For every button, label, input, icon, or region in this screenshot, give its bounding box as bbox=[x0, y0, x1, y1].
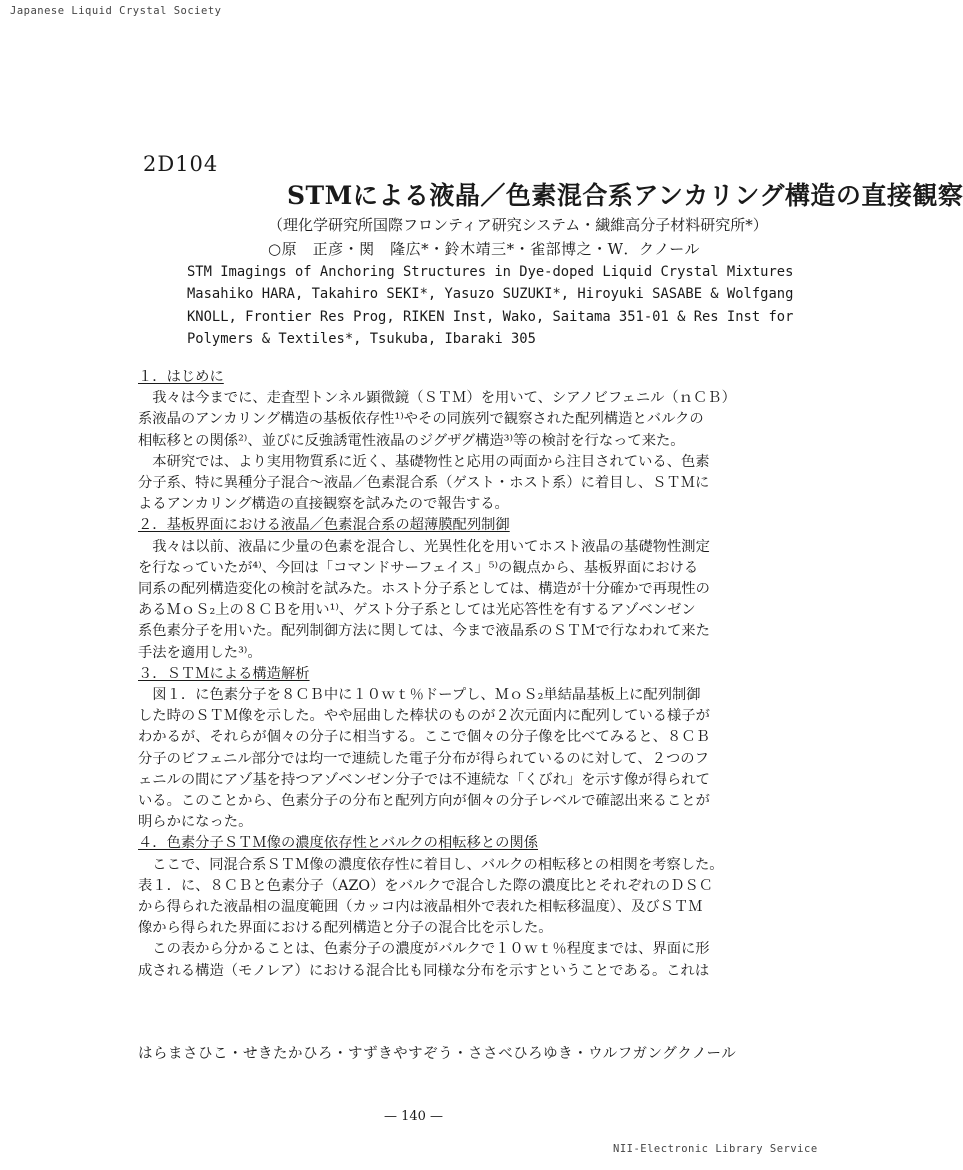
body-line: 系色素分子を用いた。配列制御方法に関しては、今まで液晶系のＳＴＭで行なわれて来た bbox=[138, 623, 710, 640]
body-line: あるＭｏＳ₂上の８ＣＢを用い¹⁾、ゲスト分子系としては光応答性を有するアゾベンゼン bbox=[138, 602, 696, 619]
author-kana-readings: はらまさひこ・せきたかひろ・すずきやすぞう・ささべひろゆき・ウルフガングクノール bbox=[138, 1046, 737, 1062]
paper-code: 2D104 bbox=[143, 152, 219, 176]
body-line: 分子系、特に異種分子混合～液晶／色素混合系（ゲスト・ホスト系）に着目し、ＳＴＭに bbox=[138, 475, 710, 492]
section-heading: ２．基板界面における液晶／色素混合系の超薄膜配列制御 bbox=[138, 517, 510, 534]
body-line: 手法を適用した³⁾。 bbox=[138, 644, 262, 661]
body-line: 我々は以前、液晶に少量の色素を混合し、光異性化を用いてホスト液晶の基礎物性測定 bbox=[138, 538, 710, 555]
body-line: ェニルの間にアゾ基を持つアゾベンゼン分子では不連続な「くびれ」を示す像が得られて bbox=[138, 771, 710, 788]
body-line: 明らかになった。 bbox=[138, 814, 253, 831]
section-heading: ３．ＳＴＭによる構造解析 bbox=[138, 665, 310, 682]
body-line: を行なっていたが⁴⁾、今回は「コマンドサーフェイス」⁵⁾の観点から、基板界面における bbox=[138, 559, 699, 576]
body-line: した時のＳＴＭ像を示した。やや屈曲した棒状のものが２次元面内に配列している様子が bbox=[138, 708, 710, 725]
section-heading: １．はじめに bbox=[138, 369, 224, 385]
english-authors-line-3: Polymers & Textiles*, Tsukuba, Ibaraki 305 bbox=[187, 330, 536, 347]
body-line: よるアンカリング構造の直接観察を試みたので報告する。 bbox=[138, 496, 509, 513]
body-line: 図１．に色素分子を８ＣＢ中に１０ｗｔ％ドープし、ＭｏＳ₂単結晶基板上に配列制御 bbox=[138, 687, 701, 704]
body-line: わかるが、それらが個々の分子に相当する。ここで個々の分子像を比べてみると、８ＣＢ bbox=[138, 729, 710, 746]
page-number: — 140 — bbox=[383, 1109, 444, 1124]
english-authors-line-2: KNOLL, Frontier Res Prog, RIKEN Inst, Wako, Saitama 351-01 & Res Inst for bbox=[187, 308, 794, 325]
paper-title: STMによる液晶／色素混合系アンカリング構造の直接観察 bbox=[287, 181, 963, 210]
body-line: この表から分かることは、色素分子の濃度がバルクで１０ｗｔ％程度までは、界面に形 bbox=[138, 941, 710, 958]
body-line: 分子のビフェニル部分では均一で連続した電子分布が得られているのに対して、２つのフ bbox=[138, 750, 709, 767]
body-line: 成される構造（モノレア）における混合比も同様な分布を示すということである。これは bbox=[138, 962, 710, 979]
body-line: 同系の配列構造変化の検討を試みた。ホスト分子系としては、構造が十分確かで再現性の bbox=[138, 581, 710, 598]
watermark-top: Japanese Liquid Crystal Society bbox=[10, 5, 222, 17]
authors: ○原 正彦・関 隆広*・鈴木靖三*・雀部博之・W．クノール bbox=[268, 240, 700, 258]
body-line: 相転移との関係²⁾、並びに反強誘電性液晶のジグザグ構造³⁾等の検討を行なって来た。 bbox=[138, 432, 685, 449]
body-line: 我々は今までに、走査型トンネル顕微鏡（ＳＴＭ）を用いて、シアノビフェニル（ｎＣＢ） bbox=[138, 390, 736, 407]
body-line: から得られた液晶相の温度範囲（カッコ内は液晶相外で表れた相転移温度）、及びＳＴＭ bbox=[138, 899, 703, 916]
english-authors-line-1: Masahiko HARA, Takahiro SEKI*, Yasuzo SUZUKI*, Hiroyuki SASABE & Wolfgang bbox=[187, 286, 794, 303]
affiliation: （理化学研究所国際フロンティア研究システム・繊維高分子材料研究所*） bbox=[268, 216, 768, 234]
body-line: 像から得られた界面における配列構造と分子の混合比を示した。 bbox=[138, 920, 553, 937]
body-line: 表１．に、８ＣＢと色素分子（AZO）をバルクで混合した際の濃度比とそれぞれのＤＳＣ bbox=[138, 877, 713, 894]
body-text bbox=[138, 367, 818, 982]
body-line: 系液晶のアンカリング構造の基板依存性¹⁾やその同族列で観察された配列構造とバルクの bbox=[138, 411, 704, 428]
body-line: いる。このことから、色素分子の分布と配列方向が個々の分子レベルで確認出来ることが bbox=[138, 793, 710, 810]
body-line: 本研究では、より実用物質系に近く、基礎物性と応用の両面から注目されている、色素 bbox=[138, 453, 710, 470]
body-line: ここで、同混合系ＳＴＭ像の濃度依存性に着目し、バルクの相転移との相関を考察した。 bbox=[138, 856, 724, 873]
watermark-bottom: NII-Electronic Library Service bbox=[613, 1143, 818, 1155]
section-heading: ４．色素分子ＳＴＭ像の濃度依存性とバルクの相転移との関係 bbox=[138, 835, 539, 852]
english-title: STM Imagings of Anchoring Structures in Dye-doped Liquid Crystal Mixtures bbox=[187, 264, 794, 280]
english-abstract-header bbox=[187, 261, 793, 350]
